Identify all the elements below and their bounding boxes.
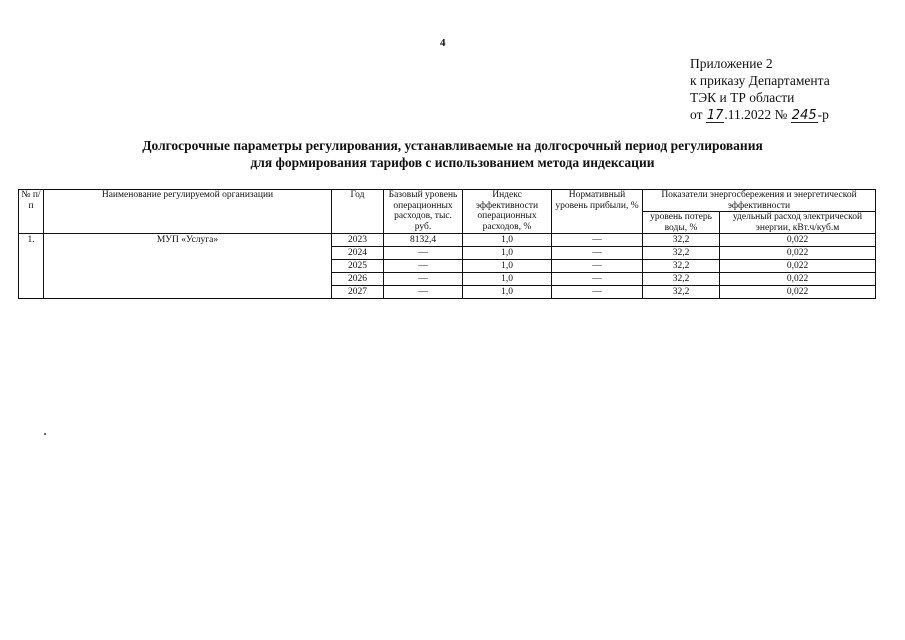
order-suffix: -р (817, 107, 829, 122)
cell-efficiency-index: 1,0 (463, 260, 552, 273)
cell-year: 2025 (332, 260, 384, 273)
cell-power-consumption: 0,022 (720, 260, 876, 273)
cell-power-consumption: 0,022 (720, 247, 876, 260)
order-date-mid: .11.2022 № (724, 107, 788, 122)
cell-power-consumption: 0,022 (720, 234, 876, 247)
cell-base-level: — (384, 247, 463, 260)
appendix-line-3: ТЭК и ТР области (690, 90, 795, 105)
cell-efficiency-index: 1,0 (463, 234, 552, 247)
order-date-prefix: от (690, 107, 703, 122)
cell-base-level: — (384, 273, 463, 286)
cell-water-loss: 32,2 (643, 260, 720, 273)
cell-efficiency-index: 1,0 (463, 273, 552, 286)
page-number: 4 (440, 37, 446, 49)
cell-efficiency-index: 1,0 (463, 286, 552, 299)
cell-water-loss: 32,2 (643, 234, 720, 247)
table-row (19, 234, 876, 247)
cell-year: 2024 (332, 247, 384, 260)
cell-profit-level: — (552, 247, 643, 260)
cell-power-consumption: 0,022 (720, 273, 876, 286)
header-profit-level: Нормативный уровень прибыли, % (552, 190, 643, 234)
header-org-name: Наименование регулируемой организации (44, 190, 332, 234)
document-title (60, 137, 845, 171)
header-efficiency-index: Индекс эффективности операционных расходов, % (463, 190, 552, 234)
cell-water-loss: 32,2 (643, 286, 720, 299)
title-line-1: Долгосрочные параметры регулирования, устанавливаемые на долгосрочный период регулирования (142, 138, 763, 153)
cell-year: 2023 (332, 234, 384, 247)
cell-base-level: — (384, 286, 463, 299)
cell-org-name: МУП «Услуга» (44, 234, 332, 299)
appendix-block (690, 55, 830, 123)
cell-efficiency-index: 1,0 (463, 247, 552, 260)
cell-profit-level: — (552, 273, 643, 286)
appendix-line-1: Приложение 2 (690, 56, 773, 71)
header-base-level: Базовый уровень операционных расходов, тыс. руб. (384, 190, 463, 234)
cell-org-num: 1. (19, 234, 44, 299)
regulation-parameters-table (18, 189, 876, 299)
cell-water-loss: 32,2 (643, 247, 720, 260)
order-number-handwritten: 245 (791, 108, 817, 123)
cell-profit-level: — (552, 286, 643, 299)
cell-year: 2026 (332, 273, 384, 286)
header-year: Год (332, 190, 384, 234)
cell-profit-level: — (552, 260, 643, 273)
header-num: № п/п (19, 190, 44, 234)
cell-water-loss: 32,2 (643, 273, 720, 286)
cell-profit-level: — (552, 234, 643, 247)
header-power-consumption: удельный расход электрической энергии, кВт.ч/куб.м (720, 212, 876, 234)
cell-base-level: 8132,4 (384, 234, 463, 247)
title-line-2: для формирования тарифов с использованием метода индексации (250, 155, 655, 170)
order-day-handwritten: 17 (706, 108, 724, 123)
cell-base-level: — (384, 260, 463, 273)
cell-year: 2027 (332, 286, 384, 299)
header-energy-group: Показатели энергосбережения и энергетической эффективности (643, 190, 876, 212)
appendix-line-4 (690, 106, 830, 123)
header-water-loss: уровень потерь воды, % (643, 212, 720, 234)
cell-power-consumption: 0,022 (720, 286, 876, 299)
appendix-line-2: к приказу Департамента (690, 73, 830, 88)
scan-speck (44, 433, 46, 435)
